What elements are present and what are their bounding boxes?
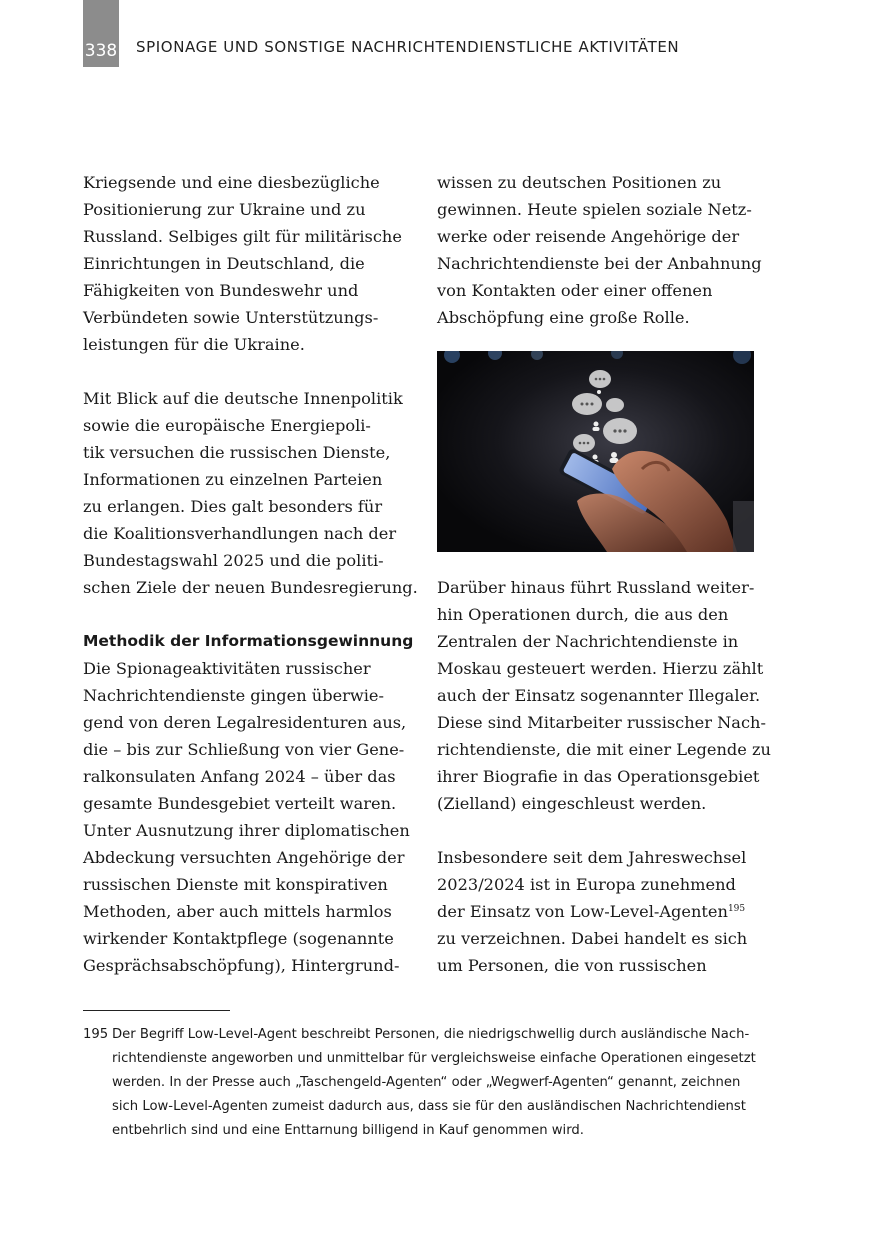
text-line: Kriegsende und eine diesbezügliche [83, 173, 380, 192]
smartphone-chat-photo [437, 351, 754, 552]
footnote-line: sich Low-Level-Agenten zumeist dadurch aus, dass sie für den ausländischen Nachrichtendienst [112, 1099, 746, 1114]
text-line: zu verzeichnen. Dabei handelt es sich [437, 929, 748, 948]
footnote-divider [83, 1010, 230, 1011]
text-line: gesamte Bundesgebiet verteilt waren. [83, 794, 397, 813]
footnote-line: Der Begriff Low-Level-Agent beschreibt Personen, die niedrigschwellig durch ausländische Nach- [112, 1027, 750, 1042]
text-line: Unter Ausnutzung ihrer diplomatischen [83, 821, 410, 840]
text-line: die – bis zur Schließung von vier Gene- [83, 740, 405, 759]
text-line: Gesprächsabschöpfung), Hintergrund- [83, 956, 400, 975]
text-line: Positionierung zur Ukraine und zu [83, 200, 366, 219]
text-line: Nachrichtendienste bei der Anbahnung [437, 254, 762, 273]
text-line: Mit Blick auf die deutsche Innenpolitik [83, 389, 403, 408]
text-line: leistungen für die Ukraine. [83, 335, 305, 354]
text-fragment: der Einsatz von Low-Level-Agenten [437, 902, 728, 921]
text-line: werke oder reisende Angehörige der [437, 227, 740, 246]
text-line: sowie die europäische Energiepoli- [83, 416, 371, 435]
left-column [83, 169, 418, 979]
text-line: gewinnen. Heute spielen soziale Netz- [437, 200, 752, 219]
text-line: Nachrichtendienste gingen überwie- [83, 686, 384, 705]
text-line: wirkender Kontaktpflege (sogenannte [83, 929, 394, 948]
text-line: Bundestagswahl 2025 und die politi- [83, 551, 384, 570]
text-line: auch der Einsatz sogenannter Illegaler. [437, 686, 761, 705]
text-line: Informationen zu einzelnen Parteien [83, 470, 383, 489]
text-line: Insbesondere seit dem Jahreswechsel [437, 848, 747, 867]
text-line: Moskau gesteuert werden. Hierzu zählt [437, 659, 764, 678]
text-line: (Zielland) eingeschleust werden. [437, 794, 707, 813]
text-line: ralkonsulaten Anfang 2024 – über das [83, 767, 396, 786]
page-number-text: 338 [84, 41, 118, 61]
text-line: ihrer Biografie in das Operationsgebiet [437, 767, 760, 786]
text-line: Methoden, aber auch mittels harmlos [83, 902, 392, 921]
text-line: gend von deren Legalresidenturen aus, [83, 713, 407, 732]
text-line: Darüber hinaus führt Russland weiter- [437, 578, 755, 597]
text-line: Russland. Selbiges gilt für militärische [83, 227, 402, 246]
footnote-line: richtendienste angeworben und unmittelbar für vergleichsweise einfache Operationen eingesetzt [112, 1051, 756, 1066]
footnote-line: werden. In der Presse auch „Taschengeld-Agenten“ oder „Wegwerf-Agenten“ genannt, zeichnen [112, 1075, 741, 1090]
page-number [83, 0, 119, 67]
footnote [83, 1023, 763, 1143]
text-line: zu erlangen. Dies galt besonders für [83, 497, 383, 516]
text-line: richtendienste, die mit einer Legende zu [437, 740, 771, 759]
section-heading: Methodik der Informationsgewinnung [83, 632, 414, 650]
text-line: Zentralen der Nachrichtendienste in [437, 632, 739, 651]
text-line: schen Ziele der neuen Bundesregierung. [83, 578, 418, 597]
text-line: Abdeckung versuchten Angehörige der [83, 848, 405, 867]
footnote-number: 195 [83, 1027, 109, 1042]
text-line: Einrichtungen in Deutschland, die [83, 254, 365, 273]
text-line: Fähigkeiten von Bundeswehr und [83, 281, 359, 300]
text-line: von Kontakten oder einer offenen [437, 281, 713, 300]
text-line: tik versuchen die russischen Dienste, [83, 443, 391, 462]
right-column [437, 169, 771, 979]
footnote-line: entbehrlich sind und eine Enttarnung billigend in Kauf genommen wird. [112, 1123, 584, 1138]
text-line-with-footnote [437, 898, 757, 925]
text-line: wissen zu deutschen Positionen zu [437, 173, 722, 192]
text-line: um Personen, die von russischen [437, 956, 707, 975]
text-line: die Koalitionsverhandlungen nach der [83, 524, 397, 543]
text-line: Diese sind Mitarbeiter russischer Nach- [437, 713, 766, 732]
text-line: 2023/2024 ist in Europa zunehmend [437, 875, 736, 894]
text-line: Abschöpfung eine große Rolle. [437, 308, 690, 327]
text-line: Die Spionageaktivitäten russischer [83, 659, 371, 678]
text-line: russischen Dienste mit konspirativen [83, 875, 388, 894]
text-line: hin Operationen durch, die aus den [437, 605, 729, 624]
footnote-reference[interactable]: 195 [727, 904, 746, 914]
text-line: Verbündeten sowie Unterstützungs- [83, 308, 379, 327]
running-header: SPIONAGE UND SONSTIGE NACHRICHTENDIENSTLICHE AKTIVITÄTEN [136, 38, 680, 56]
